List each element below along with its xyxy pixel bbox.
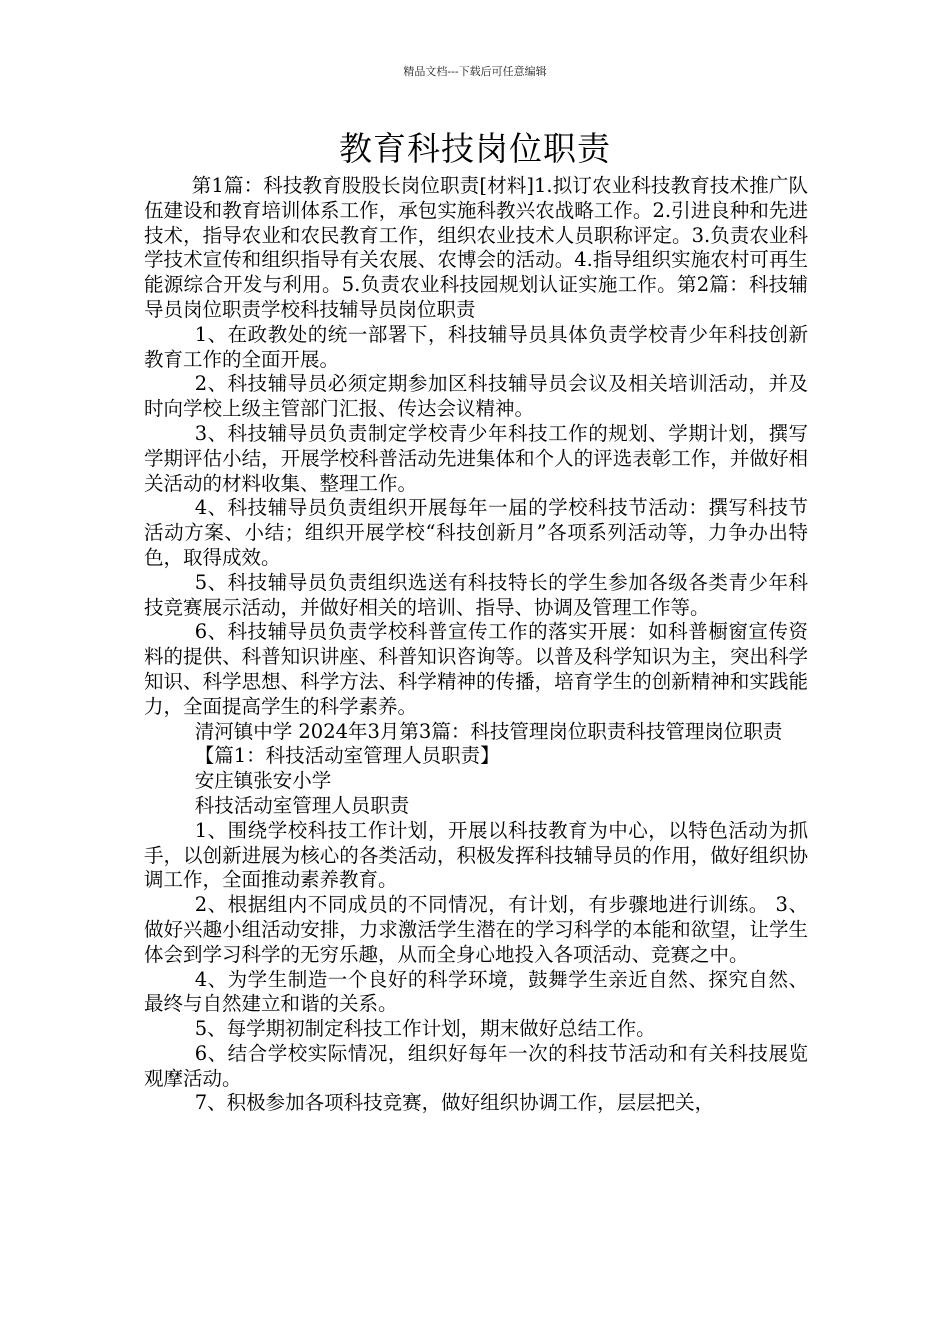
paragraph: 清河镇中学 2024年3月第3篇：科技管理岗位职责科技管理岗位职责: [194, 719, 783, 743]
paragraph: 1、在政教处的统一部署下，科技辅导员具体负责学校青少年科技创新教育工作的全面开展。: [144, 322, 808, 371]
paragraph: 4、科技辅导员负责组织开展每年一届的学校科技节活动：撰写科技节活动方案、小结；组织开展学校“科技创新月”各项系列活动等，力争办出特色，取得成效。: [144, 496, 808, 569]
paragraph: 4、为学生制造一个良好的科学环境，鼓舞学生亲近自然、探究自然、最终与自然建立和谐的关系。: [144, 967, 808, 1016]
paragraph: 1、围绕学校科技工作计划，开展以科技教育为中心，以特色活动为抓手，以创新进展为核心的各类活动，积极发挥科技辅导员的作用，做好组织协调工作，全面推动素养教育。: [144, 818, 808, 892]
school-name: 安庄镇张安小学: [194, 769, 332, 793]
section-subtitle: 科技活动室管理人员职责: [194, 793, 410, 817]
document-title: 教育科技岗位职责: [339, 129, 611, 168]
paragraph: 6、结合学校实际情况，组织好每年一次的科技节活动和有关科技展览观摩活动。: [144, 1041, 808, 1090]
paragraph: 2、根据组内不同成员的不同情况，有计划，有步骤地进行训练。 3、做好兴趣小组活动安排，力求激活学生潜在的学习科学的本能和欲望，让学生体会到学习科学的无穷乐趣，从而全身心地投入各项活动、竞赛之中。: [144, 893, 808, 966]
paragraph: 5、每学期初制定科技工作计划，期末做好总结工作。: [194, 1017, 656, 1041]
paragraph: 7、积极参加各项科技竞赛，做好组织协调工作，层层把关，: [194, 1091, 715, 1115]
paragraph: 2、科技辅导员必须定期参加区科技辅导员会议及相关培训活动，并及时向学校上级主管部门汇报、传达会议精神。: [144, 372, 808, 421]
paragraph: 3、科技辅导员负责制定学校青少年科技工作的规划、学期计划，撰写学期评估小结，开展学校科普活动先进集体和个人的评选表彰工作，并做好相关活动的材料收集、整理工作。: [144, 421, 808, 495]
paragraph: 5、科技辅导员负责组织选送有科技特长的学生参加各级各类青少年科技竞赛展示活动，并做好相关的培训、指导、协调及管理工作等。: [144, 570, 808, 619]
page-header: 精品文档---下载后可任意编辑: [403, 65, 547, 78]
section-heading: 【篇1：科技活动室管理人员职责】: [194, 744, 500, 768]
paragraph: 6、科技辅导员负责学校科普宣传工作的落实开展：如科普橱窗宣传资料的提供、科普知识讲座、科普知识咨询等。以普及科学知识为主，突出科学知识、科学思想、科学方法、科学精神的传播，培育学生的创新精神和实践能力，全面提高学生的科学素养。: [144, 620, 808, 718]
document-body: [144, 174, 808, 1116]
paragraph: 第1篇：科技教育股股长岗位职责[材料]1.拟订农业科技教育技术推广队伍建设和教育培训体系工作，承包实施科教兴农战略工作。2.引进良种和先进技术，指导农业和农民教育工作，组织农业技术人员职称评定。3.负责农业科学技术宣传和组织指导有关农展、农博会的活动。4.指导组织实施农村可再生能源综合开发与利用。5.负责农业科技园规划认证实施工作。第2篇：科技辅导员岗位职责学校科技辅导员岗位职责: [144, 174, 808, 321]
